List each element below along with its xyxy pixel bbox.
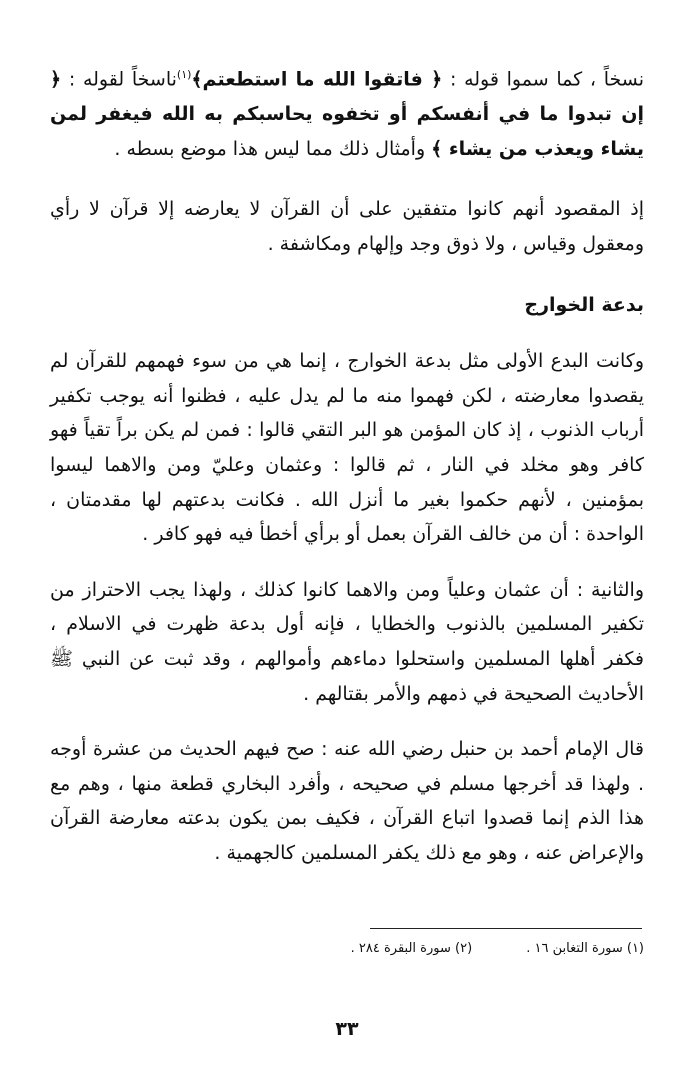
footnote-1: (١) سورة التغابن ١٦ . <box>526 941 644 956</box>
paragraph-quran-abrogation <box>50 58 644 166</box>
footnote-divider <box>370 928 642 929</box>
paragraph-khawarij-innovation: وكانت البدع الأولى مثل بدعة الخوارج ، إنما هي من سوء فهمهم للقرآن لم يقصدوا معارضته ، لكن فهموا منه ما لم يدل عليه ، فظنوا أنه يوجب تكفير أرباب الذنوب ، إذ كان المؤمن هو البر التقي قالوا : فمن لم يكن براً تقياً فهو كافر وهو مخلد في النار ، ثم قالوا : وعثمان وعليّ ومن والاهما ليسوا بمؤمنين ، لأنهم حكموا بغير ما أنزل الله . فكانت بدعتهم لها مقدمتان ، الواحدة : أن من خالف القرآن بعمل أو برأي أخطأ فيه فهو كافر . <box>50 350 644 546</box>
paragraph-consensus: إذ المقصود أنهم كانوا متفقين على أن القرآن لا يعارضه إلا قرآن لا رأي ومعقول وقياس ، ولا ذوق وجد وإلهام ومكاشفة . <box>50 198 644 255</box>
footnotes <box>44 938 644 960</box>
paragraph-imam-ahmad: قال الإمام أحمد بن حنبل رضي الله عنه : صح فيهم الحديث من عشرة أوجه . ولهذا قد أخرجها مسلم في صحيحه ، وأفرد البخاري قطعة منها ، وهم مع هذا الذم إنما قصدوا اتباع القرآن ، فكيف بمن يكون بدعته معارضة القرآن والإعراض عنه ، وهو مع ذلك يكفر المسلمين كالجهمية . <box>50 738 644 865</box>
paragraph-second-premise: والثانية : أن عثمان وعلياً ومن والاهما كانوا كذلك ، ولهذا يجب الاحتراز من تكفير المسلمين بالذنوب والخطايا ، فإنه أول بدعة ظهرت في الاسلام ، فكفر أهلها المسلمين واستحلوا دماءهم وأموالهم ، وقد ثبت عن النبي ﷺ الأحاديث الصحيحة في ذمهم والأمر بقتالهم . <box>50 578 644 705</box>
quran-quote-in-tubdu: ﴿ إن تبدوا ما في أنفسكم أو تخفوه يحاسبكم به الله فيغفر لمن يشاء ويعذب من يشاء ﴾ <box>50 68 644 160</box>
footnote-marker-1: (١) <box>176 68 192 81</box>
section-heading-khawarij: بدعة الخوارج <box>524 294 644 317</box>
page-number: ٣٣ <box>335 1018 359 1040</box>
paragraph-1-text-c: وأمثال ذلك مما ليس هذا موضع بسطه . <box>114 137 432 160</box>
paragraph-1-text-a: نسخاً ، كما سموا قوله : <box>442 68 644 91</box>
paragraph-1-text-b: ناسخاً لقوله : <box>61 68 177 91</box>
footnote-2: (٢) سورة البقرة ٢٨٤ . <box>350 941 473 956</box>
quran-quote-fattaqullah: ﴿ فاتقوا الله ما استطعتم﴾ <box>191 68 443 91</box>
